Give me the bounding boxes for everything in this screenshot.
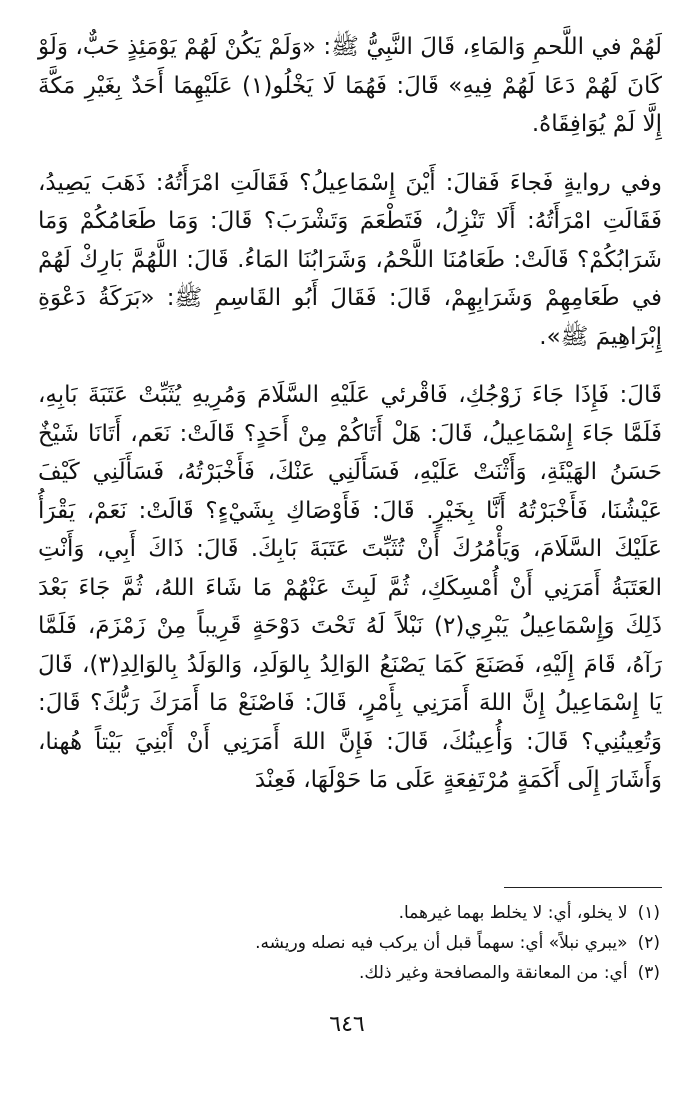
- footnote-separator: [504, 887, 662, 888]
- page-number: ٦٤٦: [329, 1012, 365, 1037]
- footnote-3: [120, 958, 660, 988]
- footnote-text: لا يخلو، أي: لا يخلط بهما غيرهما.: [398, 903, 628, 923]
- paragraph-2: وفي روايةٍ فَجاءَ فَقالَ: أَيْنَ إِسْمَاعِيلُ؟ فَقَالَتِ امْرَأَتُهُ: ذَهَبَ يَصِيدُ، فَقَالَتِ امْرَأَتُهُ: أَلَا تَنْزِلُ، فَتَطْعَمَ وَتَشْرَبَ؟ قَالَ: وَمَا طَعَامُكُمْ وَمَا شَرَابُكُمْ؟ قَالَتْ: طَعَامُنَا اللَّحْمُ، وَشَرَابُنَا المَاءُ. قَالَ: اللَّهُمَّ بَارِكْ لَهُمْ في طَعَامِهِمْ وَشَرَابِهِمْ، قَالَ: فَقَالَ أَبُو القَاسِمِ ﷺ: «بَرَكَةُ دَعْوَةِ إِبْرَاهِيمَ ﷺ».: [38, 169, 662, 350]
- paragraph-1: لَهُمْ في اللَّحمِ وَالمَاءِ، قَالَ النَّبِيُّ ﷺ: «وَلَمْ يَكُنْ لَهُمْ يَوْمَئِذٍ حَبٌّ، وَلَوْ كَانَ لَهُمْ دَعَا لَهُمْ فِيهِ» قَالَ: فَهُمَا لَا يَخْلُو(١) عَلَيْهِمَا أَحَدٌ بِغَيْرِ مَكَّةَ إِلَّا لَمْ يُوَافِقَاهُ.: [38, 34, 662, 137]
- main-text: [38, 28, 662, 800]
- footnotes: [120, 898, 660, 988]
- footnote-text: أي: من المعانقة والمصافحة وغير ذلك.: [359, 963, 628, 983]
- footnote-marker: (٢): [637, 933, 660, 953]
- footnote-marker: (١): [637, 903, 660, 923]
- footnote-marker: (٣): [637, 963, 660, 983]
- footnote-1: [120, 898, 660, 928]
- paragraph-3: قَالَ: فَإِذَا جَاءَ زَوْجُكِ، فَاقْرئي عَلَيْهِ السَّلَامَ وَمُرِيهِ يُثَبِّتْ عَتَبَةَ بَابِهِ، فَلَمَّا جَاءَ إِسْمَاعِيلُ، قَالَ: هَلْ أَتَاكُمْ مِنْ أَحَدٍ؟ قَالَتْ: نَعَم، أَتَانَا شَيْخٌ حَسَنُ الهَيْئَةِ، وَأَثْنَتْ عَلَيْهِ، فَسَأَلَنِي عَنْكَ، فَأَخْبَرْتُهُ، فَسَأَلَنِي كَيْفَ عَيْشُنَا، فَأَخْبَرْتُهُ أَنَّا بِخَيْرٍ. قَالَ: فَأَوْصَاكِ بِشَيْءٍ؟ قَالَتْ: نَعَمْ، يَقْرَأُ عَلَيْكَ السَّلَامَ، وَيَأْمُرُكَ أَنْ تُثَبِّتَ عَتَبَةَ بَابِكَ. قَالَ: ذَاكَ أَبِي، وَأَنْتِ العَتَبَةُ أَمَرَنِي أَنْ أُمْسِكَكِ، ثُمَّ لَبِثَ عَنْهُمْ مَا شَاءَ اللهُ، ثُمَّ جَاءَ بَعْدَ ذَلِكَ وَإِسْمَاعِيلُ يَبْرِي(٢) نَبْلاً لَهُ تَحْتَ دَوْحَةٍ قَرِيباً مِنْ زَمْزَمَ، فَلَمَّا رَآهُ، قَامَ إِلَيْهِ، فَصَنَعَ كَمَا يَصْنَعُ الوَالِدُ بِالوَلَدِ، وَالوَلَدُ بِالوَالِدِ(٣)، قَالَ يَا إِسْمَاعِيلُ إِنَّ اللهَ أَمَرَنِي بِأَمْرٍ، قَالَ: فَاصْنَعْ مَا أَمَرَكَ رَبُّكَ؟ قَالَ: وَتُعِينُنِي؟ قَالَ: وَأُعِينُكَ، قَالَ: فَإِنَّ اللهَ أَمَرَنِي أَنْ أَبْنِيَ بَيْتاً هُهنا، وَأَشَارَ إِلَى أَكَمَةٍ مُرْتَفِعَةٍ عَلَى مَا حَوْلَهَا، فَعِنْدَ: [38, 382, 663, 793]
- footnote-text: «يبري نبلاً» أي: سهماً قبل أن يركب فيه نصله وريشه.: [255, 933, 628, 953]
- footnote-2: [120, 928, 660, 958]
